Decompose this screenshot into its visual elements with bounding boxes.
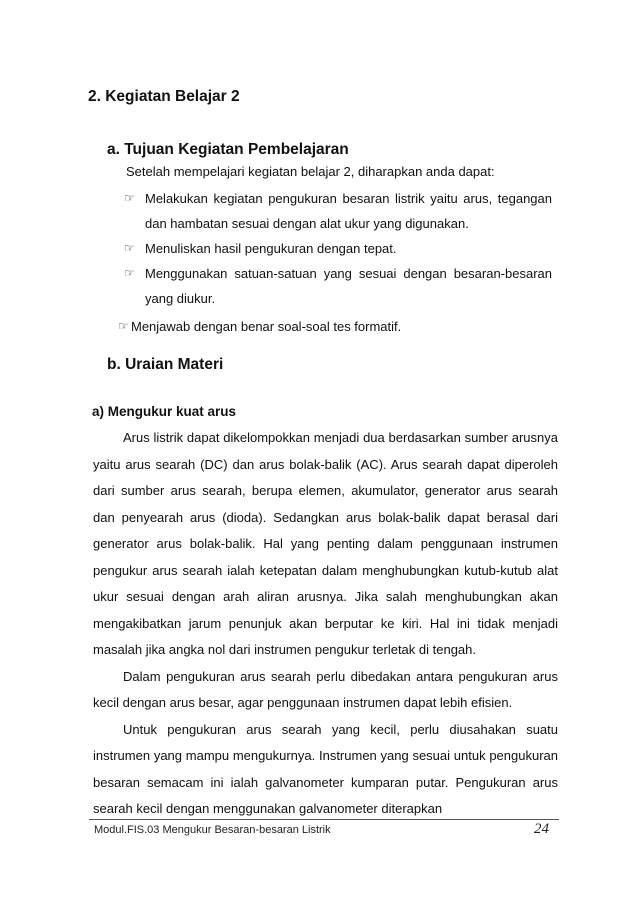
goals-list <box>118 186 552 339</box>
section-a-heading: a. Tujuan Kegiatan Pembelajaran <box>107 141 349 158</box>
pointing-hand-icon: ☞ <box>124 191 135 205</box>
subsection-heading: a) Mengukur kuat arus <box>92 404 237 419</box>
paragraph: Arus listrik dapat dikelompokkan menjadi dua berdasarkan sumber arusnya yaitu arus searah (DC) dan arus bolak-balik (AC). Arus searah dapat diperoleh dari sumber arus searah, berupa elemen, akumulator, generator arus searah dan penyearah arus (dioda). Sedangkan arus bolak-balik dapat berasal dari generator arus bolak-balik. Hal yang penting dalam penggunaan instrumen pengukur arus searah ialah ketepatan dalam menghubungkan kutub-kutub alat ukur sesuai dengan arah aliran arusnya. Jika salah menghubungkan akan mengakibatkan jarum penunjuk akan berputar ke kiri. Hal ini tidak menjadi masalah jika angka nol dari instrumen pengukur terletak di tengah. <box>93 430 558 657</box>
list-item-text: Menuliskan hasil pengukuran dengan tepat. <box>145 241 397 256</box>
section-b-heading: b. Uraian Materi <box>107 356 224 373</box>
list-item <box>124 236 552 261</box>
list-item <box>118 314 552 339</box>
footer-module-title: Modul.FIS.03 Mengukur Besaran-besaran Listrik <box>94 824 331 836</box>
list-item <box>124 186 552 236</box>
goals-intro: Setelah mempelajari kegiatan belajar 2, diharapkan anda dapat: <box>126 164 495 179</box>
footer-divider <box>89 819 559 820</box>
list-item <box>124 261 552 311</box>
pointing-hand-icon: ☞ <box>118 319 129 333</box>
paragraph: Untuk pengukuran arus searah yang kecil, perlu diusahakan suatu instrumen yang mampu mengukurnya. Instrumen yang sesuai untuk pengukuran besaran semacam ini ialah galvanometer kumparan putar. Pengukuran arus searah kecil dengan menggunakan galvanometer diterapkan <box>93 721 558 816</box>
main-heading: 2. Kegiatan Belajar 2 <box>88 88 240 105</box>
page-number: 24 <box>534 821 549 837</box>
list-item-text: Menjawab dengan benar soal-soal tes formatif. <box>131 319 402 334</box>
body-text <box>93 425 558 823</box>
list-item-text: Melakukan kegiatan pengukuran besaran listrik yaitu arus, tegangan dan hambatan sesuai dengan alat ukur yang digunakan. <box>145 191 552 231</box>
list-item-text: Menggunakan satuan-satuan yang sesuai dengan besaran-besaran yang diukur. <box>145 266 552 306</box>
pointing-hand-icon: ☞ <box>124 266 135 280</box>
pointing-hand-icon: ☞ <box>124 241 135 255</box>
paragraph: Dalam pengukuran arus searah perlu dibedakan antara pengukuran arus kecil dengan arus besar, agar penggunaan instrumen dapat lebih efisien. <box>93 668 558 710</box>
